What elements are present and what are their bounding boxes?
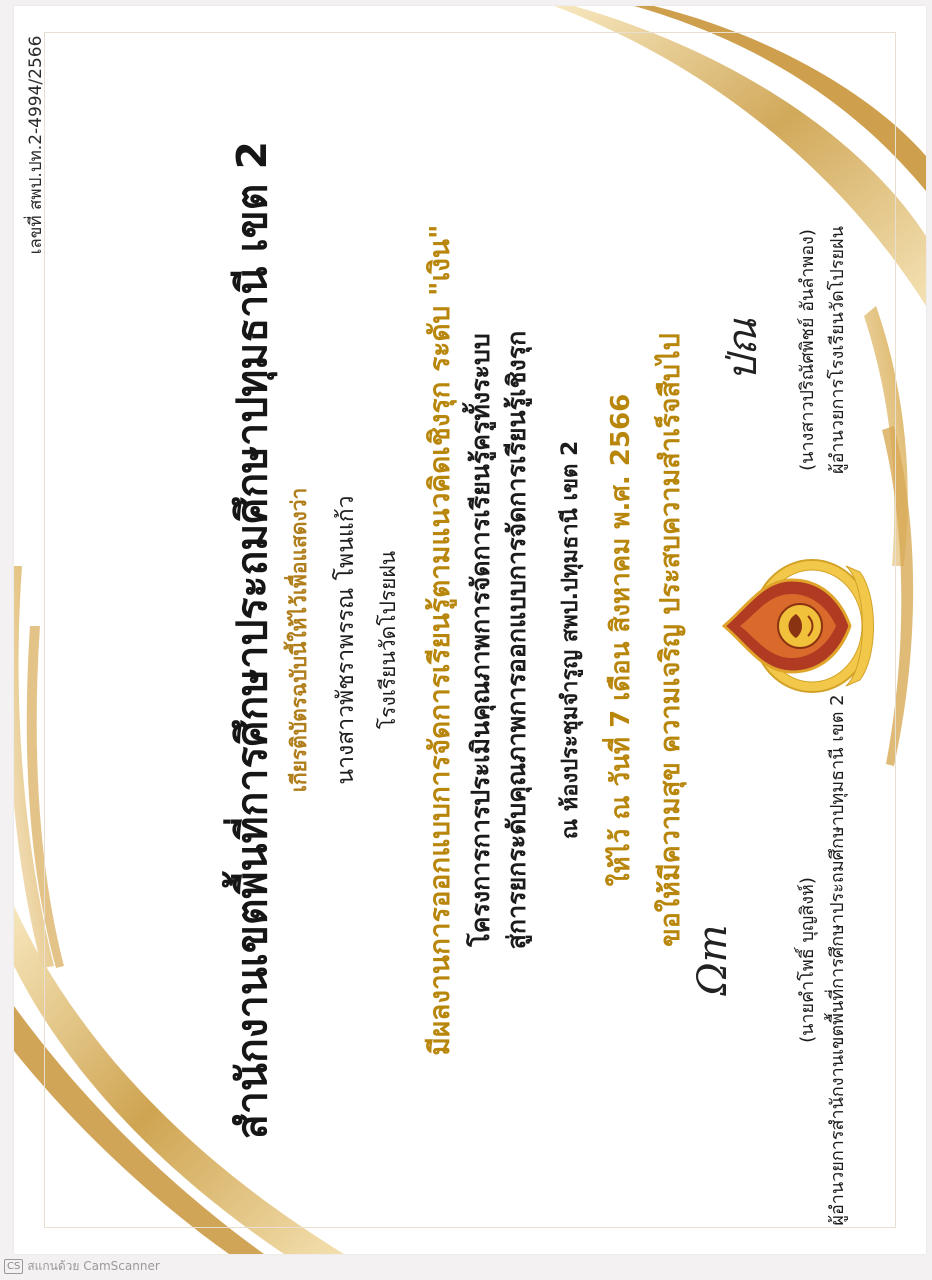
signatory-0-name: (นางสาวปริณัศพิชย์ อันลำพอง): [797, 229, 818, 471]
signatory-1-name: (นายคำโพธิ์ บุญสิงห์): [797, 877, 818, 1043]
school-name: โรงเรียนวัดโปรยฝน: [376, 550, 400, 730]
signature-0: ป่ณ: [720, 318, 766, 382]
signatory-1-position: ผู้อำนวยการสำนักงานเขตพื้นที่การศึกษาประถมศึกษาปทุมธานี เขต 2: [827, 694, 848, 1226]
camscanner-text: สแกนด้วย CamScanner: [27, 1259, 160, 1273]
recipient-name: นางสาวพัชราพรรณ โพนแก้ว: [333, 495, 359, 785]
venue-line: ณ ห้องประชุมจำรูญ สพป.ปทุมธานี เขต 2: [558, 440, 583, 840]
award-level: "เงิน": [423, 224, 456, 296]
award-line: มีผลงานการออกแบบการจัดการเรียนรู้ตามแนวคิดเชิงรุก ระดับ: [423, 305, 456, 1056]
camscanner-logo-icon: CS: [4, 1259, 23, 1274]
document-number: เลขที่ สพป.ปท.2-4994/2566: [26, 35, 46, 255]
date-line: ให้ไว้ ณ วันที่ 7 เดือน สิงหาคม พ.ศ. 2566: [606, 393, 636, 887]
signature-1: Ωm: [690, 924, 736, 996]
camscanner-footer: [4, 1257, 160, 1276]
project-line-2: สู่การยกระดับคุณภาพการออกแบบการจัดการเรียนรู้เชิงรุก: [502, 330, 531, 950]
agency-title: สำนักงานเขตพื้นที่การศึกษาประถมศึกษาปทุมธานี เขต 2: [228, 140, 276, 1140]
intro-line: เกียรติบัตรฉบับนี้ให้ไว้เพื่อแสดงว่า: [287, 487, 311, 793]
wish-line: ขอให้มีความสุข ความเจริญ ประสบความสำเร็จสืบไป: [655, 333, 686, 947]
project-line-1: โครงการการประเมินคุณภาพการจัดการเรียนรู้ครูทั้งระบบ: [466, 333, 495, 947]
award-statement: [418, 0, 462, 1280]
signatory-0-position: ผู้อำนวยการโรงเรียนวัดโปรยฝน: [827, 226, 848, 474]
